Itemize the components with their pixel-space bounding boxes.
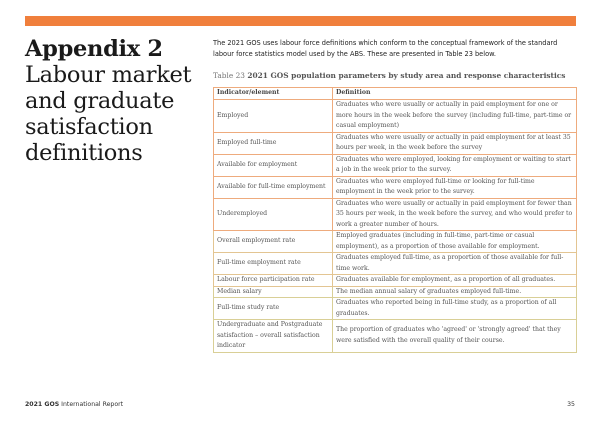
- page-number: 35: [567, 401, 575, 408]
- definition-cell: Graduates who were usually or actually in paid employment for at least 35 hours per week, in the week before the survey: [333, 132, 577, 154]
- table-row: [214, 231, 577, 253]
- table-row: [214, 154, 577, 176]
- definitions-table: [213, 87, 577, 353]
- table-row: [214, 286, 577, 298]
- definition-cell: Graduates who were employed, looking for employment or waiting to start a job in the week prior to the survey.: [333, 154, 577, 176]
- indicator-cell: Full-time study rate: [214, 298, 333, 320]
- intro-paragraph: The 2021 GOS uses labour force definitions which conform to the conceptual framework of the standard labour force statistics model used by the ABS. These are presented in Table 23 below.: [213, 39, 558, 58]
- heading-line: Labour market: [25, 62, 192, 88]
- indicator-cell: Available for employment: [214, 154, 333, 176]
- heading-line: definitions: [25, 140, 143, 166]
- definition-cell: Graduates who reported being in full-time study, as a proportion of all graduates.: [333, 298, 577, 320]
- indicator-cell: Employed: [214, 100, 333, 133]
- definition-cell: Graduates who were employed full-time or looking for full-time employment in the week prior to the survey.: [333, 176, 577, 198]
- table-row: [214, 298, 577, 320]
- page-heading: [25, 36, 191, 166]
- indicator-cell: Undergraduate and Postgraduate satisfaction – overall satisfaction indicator: [214, 320, 333, 353]
- header-indicator: Indicator/element: [214, 88, 333, 100]
- definition-cell: Graduates available for employment, as a proportion of all graduates.: [333, 275, 577, 287]
- definition-cell: Graduates employed full-time, as a proportion of those available for full-time work.: [333, 253, 577, 275]
- table-caption: [213, 71, 565, 80]
- footer-report: 2021 GOS: [25, 401, 60, 408]
- heading-line: satisfaction: [25, 114, 153, 140]
- indicator-cell: Full-time employment rate: [214, 253, 333, 275]
- indicator-cell: Median salary: [214, 286, 333, 298]
- definition-cell: Graduates who were usually or actually in paid employment for fewer than 35 hours per week, in the week before the survey, and who would prefer to work a greater number of hours.: [333, 198, 577, 231]
- table-row: [214, 132, 577, 154]
- table-row: [214, 100, 577, 133]
- indicator-cell: Overall employment rate: [214, 231, 333, 253]
- indicator-cell: Available for full-time employment: [214, 176, 333, 198]
- table-row: [214, 253, 577, 275]
- heading-line: Appendix 2: [25, 36, 163, 62]
- caption-title: 2021 GOS population parameters by study area and response characteristics: [247, 71, 566, 80]
- table-row: [214, 275, 577, 287]
- footer-subtitle: International Report: [61, 401, 124, 408]
- table-header-row: [214, 88, 577, 100]
- indicator-cell: Labour force participation rate: [214, 275, 333, 287]
- table-row: [214, 320, 577, 353]
- table-row: [214, 198, 577, 231]
- table-row: [214, 176, 577, 198]
- header-accent-bar: [25, 16, 576, 26]
- header-definition: Definition: [333, 88, 577, 100]
- definition-cell: The median annual salary of graduates employed full-time.: [333, 286, 577, 298]
- footer: [25, 401, 123, 408]
- indicator-cell: Underemployed: [214, 198, 333, 231]
- definition-cell: Employed graduates (including in full-time, part-time or casual employment), as a proportion of those available for employment.: [333, 231, 577, 253]
- definition-cell: Graduates who were usually or actually in paid employment for one or more hours in the week before the survey (including full-time, part-time or casual employment): [333, 100, 577, 133]
- definition-cell: The proportion of graduates who 'agreed' or 'strongly agreed' that they were satisfied with the overall quality of their course.: [333, 320, 577, 353]
- heading-line: and graduate: [25, 88, 175, 114]
- indicator-cell: Employed full-time: [214, 132, 333, 154]
- caption-label: Table 23: [213, 71, 245, 80]
